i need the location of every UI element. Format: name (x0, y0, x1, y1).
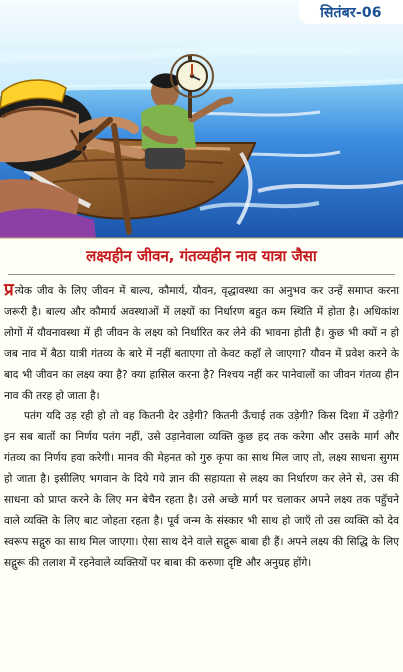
title-divider (8, 274, 395, 275)
drop-cap: प्र (4, 280, 14, 300)
boat-scene-illustration (0, 0, 403, 239)
date-badge: सितंबर-06 (299, 0, 403, 24)
title-wrap (0, 246, 403, 265)
article-paragraph-2: पतंग यदि उड़ रही हो तो वह कितनी देर उड़ेगी? कितनी ऊँचाई तक उड़ेगी? किस दिशा में उड़ेगी? इन सब बातों का निर्णय पतंग नहीं, उसे उड़ानेवाला व्यक्ति कुछ हद तक करेगा और उसके मार्ग और गंतव्य का निर्णय हवा करेगी। मानव की मेहनत को गुरु कृपा का साथ मिल जाए तो, लक्ष्य साधना सुगम हो जाता है। इसीलिए भगवान के दिये गये ज्ञान की सहायता से लक्ष्य का निर्धारण कर लेने से, उस की साधना को प्राप्त करने के लिए मन बेचैन रहता है। उसे अच्छे मार्ग पर चलाकर अपने लक्ष्य तक पहुँचने वाले व्यक्ति के लिए बाट जोहता रहता है। पूर्व जन्म के संस्कार भी साथ हो जाएँ तो उस व्यक्ति को देव स्वरूप सद्गुरु का साथ मिल जाएगा। ऐसा साथ देने वाले सद्गुरू बाबा ही हैं। अपने लक्ष्य की सिद्धि के लिए सद्गुरू की तलाश में रहनेवाले व्यक्तियों पर बाबा की करुणा दृष्टि और अनुग्रह होंगे। (4, 410, 399, 569)
paragraph-1-text: त्येक जीव के लिए जीवन में बाल्य, कौमार्य, यौवन, वृद्धावस्था का अनुभव कर उन्हें समाप्त करना जरूरी है। बाल्य और कौमार्य अवस्थाओं में लक्ष्यों का निर्धारण बहुत कम स्थिति में होता है। अधिकांश लोगों में यौवनावस्था में ही जीवन के लक्ष्य को निर्धारित कर लेने की भावना होती है। कुछ भी क्यों न हो जब नाव में बैठा यात्री गंतव्य के बारे में नहीं बताएगा तो केवट कहाँ ले जाएगा? यौवन में प्रवेश करने के बाद भी जीवन का लक्ष्य क्या है? क्या हासिल करना है? निश्चय नहीं कर पानेवालों का जीवन गंतव्य हीन नाव की तरह हो जाता है। (4, 285, 399, 402)
article-paragraph-1 (4, 281, 399, 406)
article-body (4, 281, 399, 664)
page-title: लक्ष्यहीन जीवन, गंतव्यहीन नाव यात्रा जैसा (86, 247, 317, 265)
